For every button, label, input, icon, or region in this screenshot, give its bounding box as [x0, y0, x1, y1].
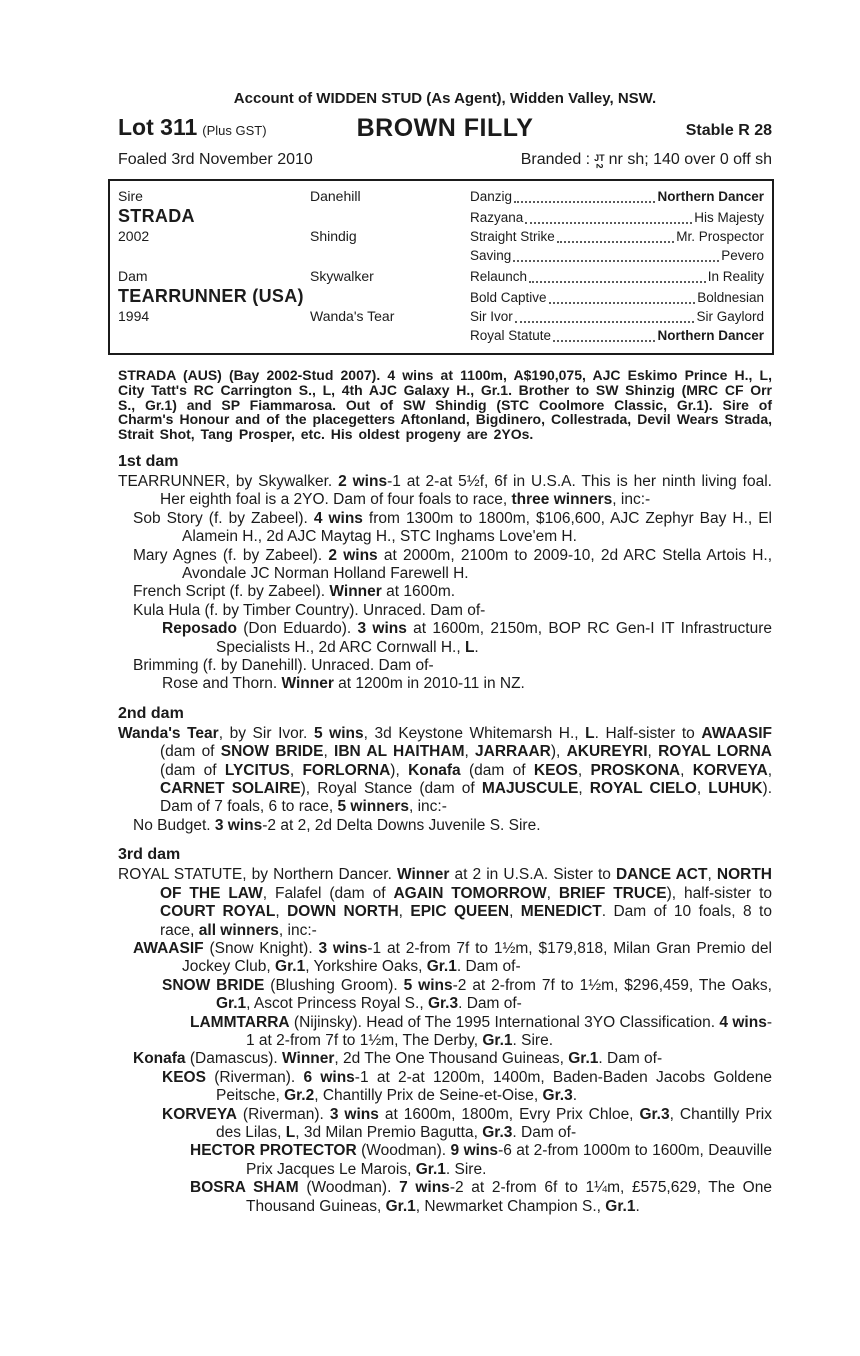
pedigree-paragraph: HECTOR PROTECTOR (Woodman). 9 wins-6 at 2-from 1000m to 1600m, Deauville Prix Jacques Le Marois, Gr.1. Sire. — [190, 1142, 773, 1178]
pedigree-paragraph: Kula Hula (f. by Timber Country). Unraced. Dam of- — [133, 601, 486, 619]
grandparent-name: Royal Statute — [470, 328, 552, 343]
pedigree-row — [118, 306, 764, 326]
grandparent-name: Bold Captive — [470, 290, 547, 305]
dam-section — [118, 705, 772, 835]
great-grandparent-name: Pevero — [721, 248, 764, 263]
grandparent-name: Saving — [470, 248, 512, 263]
dam-section-heading: 3rd dam — [118, 846, 181, 864]
dam-section-heading: 2nd dam — [118, 704, 184, 722]
pedigree-paragraph: Konafa (Damascus). Winner, 2d The One Thousand Guineas, Gr.1. Dam of- — [133, 1050, 663, 1068]
pedigree-row — [118, 326, 764, 346]
pedigree-row — [118, 246, 764, 266]
horse-title: BROWN FILLY — [356, 114, 534, 142]
pedigree-entry-label: Dam — [118, 268, 148, 284]
pedigree-paragraph: French Script (f. by Zabeel). Winner at 1600m. — [133, 583, 456, 601]
great-grandparent-name: Boldnesian — [697, 290, 764, 305]
pedigree-entry-name: STRADA — [118, 206, 195, 226]
dot-leader — [529, 281, 706, 283]
stable-number: Stable R 28 — [685, 122, 772, 139]
brand-mark-top: JT — [594, 153, 605, 163]
great-grandparent-name: His Majesty — [694, 210, 764, 225]
great-grandparent-name: Northern Dancer — [657, 189, 764, 204]
pedigree-paragraph: Brimming (f. by Danehill). Unraced. Dam of- — [133, 657, 434, 675]
great-grandparent-name: Northern Dancer — [657, 328, 764, 343]
pedigree-grandparent-pair — [470, 227, 764, 247]
pedigree-paragraph: Sob Story (f. by Zabeel). 4 wins from 1300m to 1800m, $106,600, AJC Zephyr Bay H., El Alamein H., 2d AJC Maytag H., STC Inghams Love'em H. — [133, 509, 772, 546]
gst-note: (Plus GST) — [202, 123, 267, 138]
pedigree-row — [118, 286, 764, 306]
pedigree-row — [118, 226, 764, 246]
dot-leader — [515, 321, 695, 323]
pedigree-paragraph: Wanda's Tear, by Sir Ivor. 5 wins, 3d Keystone Whitemarsh H., L. Half-sister to AWAASIF (dam of SNOW BRIDE, IBN AL HAITHAM, JARRAAR), AKUREYRI, ROYAL LORNA (dam of LYCITUS, FORLORNA), Konafa (dam of KEOS, PROSKONA, KORVEYA, CARNET SOLAIRE), Royal Stance (dam of MAJUSCULE, ROYAL CIELO, LUHUK). Dam of 7 foals, 6 to race, 5 winners, inc:- — [118, 724, 772, 816]
lot-number: Lot 311 — [118, 114, 198, 140]
pedigree-entry-year: 2002 — [118, 228, 150, 244]
dot-leader — [513, 260, 719, 262]
pedigree-parent: Wanda's Tear — [310, 308, 395, 324]
branded-text: nr sh; 140 over 0 off sh — [608, 151, 772, 168]
dam-section — [118, 453, 772, 694]
pedigree-paragraph: ROYAL STATUTE, by Northern Dancer. Winner at 2 in U.S.A. Sister to DANCE ACT, NORTH OF THE LAW, Falafel (dam of AGAIN TOMORROW, BRIEF TRUCE), half-sister to COURT ROYAL, DOWN NORTH, EPIC QUEEN, MENEDICT. Dam of 10 foals, 8 to race, all winners, inc:- — [118, 866, 772, 939]
foaled-date: Foaled 3rd November 2010 — [118, 151, 313, 168]
pedigree-paragraph: LAMMTARRA (Nijinsky). Head of The 1995 International 3YO Classification. 4 wins-1 at 2-from 7f to 1½m, The Derby, Gr.1. Sire. — [190, 1013, 772, 1049]
great-grandparent-name: Mr. Prospector — [676, 229, 764, 244]
pedigree-table — [108, 179, 774, 355]
pedigree-parent: Danehill — [310, 188, 361, 204]
grandparent-name: Danzig — [470, 189, 513, 204]
pedigree-grandparent-pair — [470, 288, 764, 308]
pedigree-row — [118, 206, 764, 226]
pedigree-grandparent-pair — [470, 187, 764, 207]
brand-mark-bottom: 2 — [594, 163, 605, 169]
pedigree-paragraph: No Budget. 3 wins-2 at 2, 2d Delta Downs Juvenile S. Sire. — [133, 816, 541, 834]
pedigree-grandparent-pair — [470, 267, 764, 287]
pedigree-entry-label: Sire — [118, 188, 143, 204]
pedigree-paragraph: Reposado (Don Eduardo). 3 wins at 1600m, 2150m, BOP RC Gen-I IT Infrastructure Specialists H., 2d ARC Cornwall H., L. — [162, 620, 772, 656]
sire-summary: STRADA (AUS) (Bay 2002-Stud 2007). 4 wins at 1100m, A$190,075, AJC Eskimo Prince H., L, City Tatt's RC Carrington S., L, 4th AJC Galaxy H., Gr.1. Brother to SW Shinzig (MRC CF Orr S., Gr.1) and SP Fiammarosa. Out of SW Shindig (STC Coolmore Classic, Gr.1). Sire of Charm's Honour and of the placegetters Aftonland, Bigdinero, Collestrada, Devil Wears Strada, Strait Shot, Tang Prosper, etc. His oldest progeny are 2YOs. — [118, 367, 772, 443]
page-content — [118, 90, 772, 1216]
account-line: Account of WIDDEN STUD (As Agent), Widden Valley, NSW. — [233, 90, 657, 107]
dot-leader — [553, 340, 655, 342]
grandparent-name: Sir Ivor — [470, 309, 513, 324]
grandparent-name: Straight Strike — [470, 229, 555, 244]
pedigree-grandparent-pair — [470, 326, 764, 346]
pedigree-parent: Shindig — [310, 228, 357, 244]
brand-mark — [594, 154, 605, 170]
grandparent-name: Relaunch — [470, 269, 528, 284]
dam-sections — [118, 453, 772, 1216]
branded-label: Branded : — [520, 151, 591, 168]
dot-leader — [549, 302, 696, 304]
pedigree-grandparent-pair — [470, 307, 764, 327]
pedigree-paragraph: KEOS (Riverman). 6 wins-1 at 2-at 1200m, 1400m, Baden-Baden Jacobs Goldene Peitsche, Gr.2, Chantilly Prix de Seine-et-Oise, Gr.3. — [162, 1068, 772, 1105]
pedigree-entry-year: 1994 — [118, 308, 150, 324]
dam-section — [118, 846, 772, 1216]
pedigree-paragraph: SNOW BRIDE (Blushing Groom). 5 wins-2 at 2-from 7f to 1½m, $296,459, The Oaks, Gr.1, Ascot Princess Royal S., Gr.3. Dam of- — [162, 976, 772, 1013]
grandparent-name: Razyana — [470, 210, 524, 225]
dot-leader — [525, 222, 692, 224]
pedigree-paragraph: AWAASIF (Snow Knight). 3 wins-1 at 2-from 7f to 1½m, $179,818, Milan Gran Premio del Jockey Club, Gr.1, Yorkshire Oaks, Gr.1. Dam of- — [133, 939, 772, 976]
pedigree-paragraph: TEARRUNNER, by Skywalker. 2 wins-1 at 2-at 5½f, 6f in U.S.A. This is her ninth living foal. Her eighth foal is a 2YO. Dam of four foals to race, three winners, inc:- — [118, 472, 772, 509]
pedigree-row — [118, 266, 764, 286]
dam-section-heading: 1st dam — [118, 452, 179, 470]
pedigree-row — [118, 186, 764, 206]
pedigree-paragraph: BOSRA SHAM (Woodman). 7 wins-2 at 2-from 6f to 1¼m, £575,629, The One Thousand Guineas, Gr.1, Newmarket Champion S., Gr.1. — [190, 1179, 772, 1215]
great-grandparent-name: Sir Gaylord — [696, 309, 764, 324]
foaled-row — [118, 151, 772, 169]
pedigree-entry-name: TEARRUNNER (USA) — [118, 286, 304, 306]
dot-leader — [514, 201, 655, 203]
great-grandparent-name: In Reality — [707, 269, 764, 284]
pedigree-paragraph: Mary Agnes (f. by Zabeel). 2 wins at 2000m, 2100m to 2009-10, 2d ARC Stella Artois H., Avondale JC Norman Holland Farewell H. — [133, 546, 772, 583]
dot-leader — [557, 241, 674, 243]
pedigree-grandparent-pair — [470, 246, 764, 266]
lot-header-row — [118, 114, 772, 142]
pedigree-grandparent-pair — [470, 208, 764, 228]
pedigree-paragraph: Rose and Thorn. Winner at 1200m in 2010-11 in NZ. — [162, 675, 525, 693]
branded-info — [521, 151, 772, 169]
pedigree-paragraph: KORVEYA (Riverman). 3 wins at 1600m, 1800m, Evry Prix Chloe, Gr.3, Chantilly Prix des Lilas, L, 3d Milan Premio Bagutta, Gr.3. Dam of- — [162, 1105, 772, 1141]
pedigree-parent: Skywalker — [310, 268, 374, 284]
